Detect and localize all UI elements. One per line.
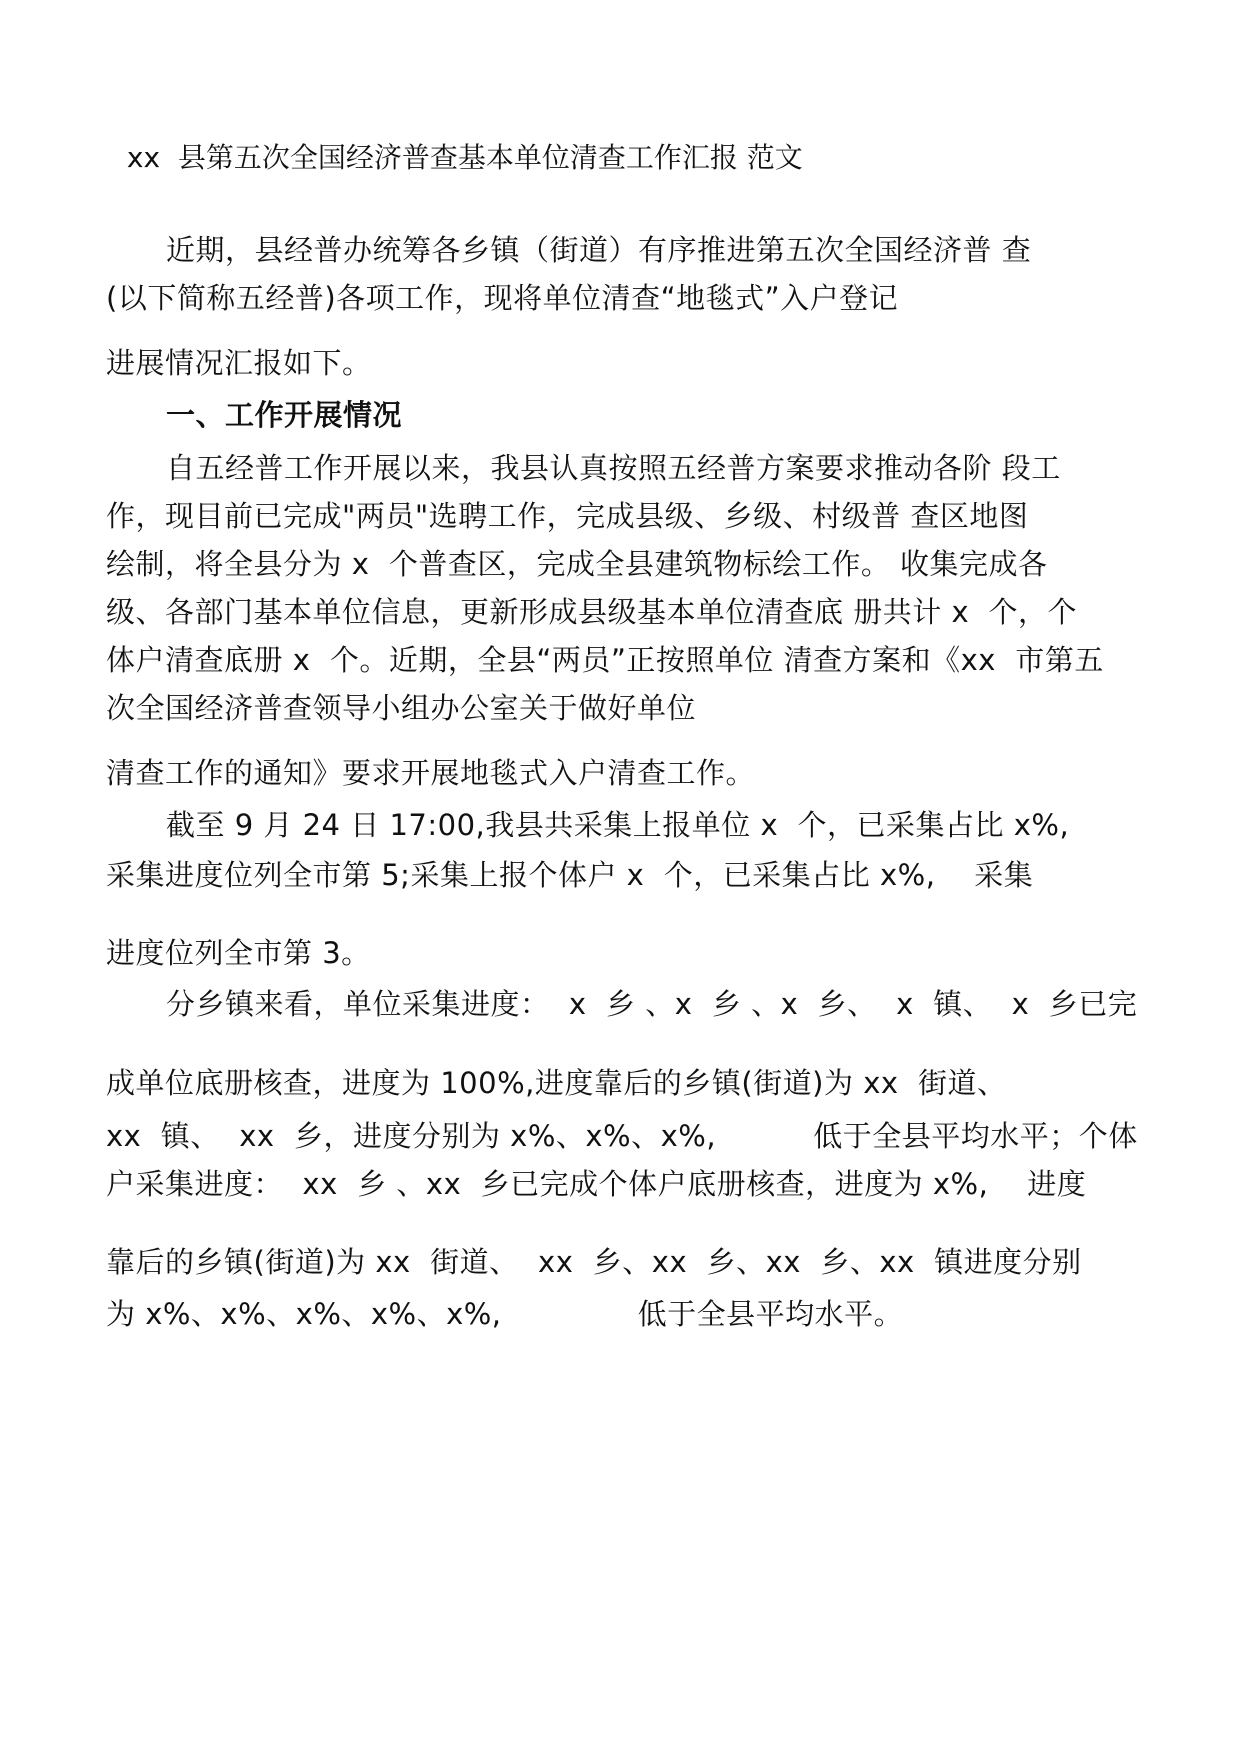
paragraph-line: 清查工作的通知》要求开展地毯式入户清查工作。 [106, 756, 756, 790]
paragraph-line: 次全国经济普查领导小组办公室关于做好单位 [106, 691, 697, 725]
document-title: xx 县第五次全国经济普查基本单位清查工作汇报 范文 [118, 141, 803, 174]
paragraph-line: 截至 9 月 24 日 17:00,我县共采集上报单位 x 个，已采集占比 x%, [166, 808, 1070, 842]
paragraph-line: 进展情况汇报如下。 [106, 346, 372, 380]
paragraph-line: 户采集进度： xx 乡 、xx 乡已完成个体户底册核查，进度为 x%, 进度 [106, 1167, 1087, 1201]
paragraph-line: 近期，县经普办统筹各乡镇（街道）有序推进第五次全国经济普 查 [166, 233, 1032, 267]
paragraph-line: 采集进度位列全市第 5;采集上报个体户 x 个，已采集占比 x%, 采集 [106, 858, 1034, 892]
paragraph-line: 分乡镇来看，单位采集进度： x 乡 、x 乡 、x 乡、 x 镇、 x 乡已完 [166, 987, 1138, 1021]
paragraph-line: 靠后的乡镇(街道)为 xx 街道、 xx 乡、xx 乡、xx 乡、xx 镇进度分别 [106, 1245, 1082, 1279]
paragraph-line: (以下简称五经普)各项工作，现将单位清查“地毯式”入户登记 [106, 281, 899, 315]
paragraph-line: 绘制，将全县分为 x 个普查区，完成全县建筑物标绘工作。 收集完成各 [106, 547, 1048, 581]
paragraph-line: 为 x%、x%、x%、x%、x%, 低于全县平均水平。 [106, 1297, 904, 1331]
paragraph-line: 体户清查底册 x 个。近期，全县“两员”正按照单位 清查方案和《xx 市第五 [106, 643, 1104, 677]
paragraph-line: xx 镇、 xx 乡，进度分别为 x%、x%、x%, 低于全县平均水平；个体 [106, 1119, 1138, 1153]
paragraph-line: 成单位底册核查，进度为 100%,进度靠后的乡镇(街道)为 xx 街道、 [106, 1066, 1007, 1100]
paragraph-line: 级、各部门基本单位信息，更新形成县级基本单位清查底 册共计 x 个，个 [106, 595, 1078, 629]
paragraph-line: 作，现目前已完成"两员"选聘工作，完成县级、乡级、村级普 查区地图 [106, 499, 1029, 533]
paragraph-line: 自五经普工作开展以来，我县认真按照五经普方案要求推动各阶 段工 [166, 451, 1061, 485]
paragraph-line: 进度位列全市第 3。 [106, 936, 371, 970]
section-heading: 一、工作开展情况 [166, 398, 403, 432]
